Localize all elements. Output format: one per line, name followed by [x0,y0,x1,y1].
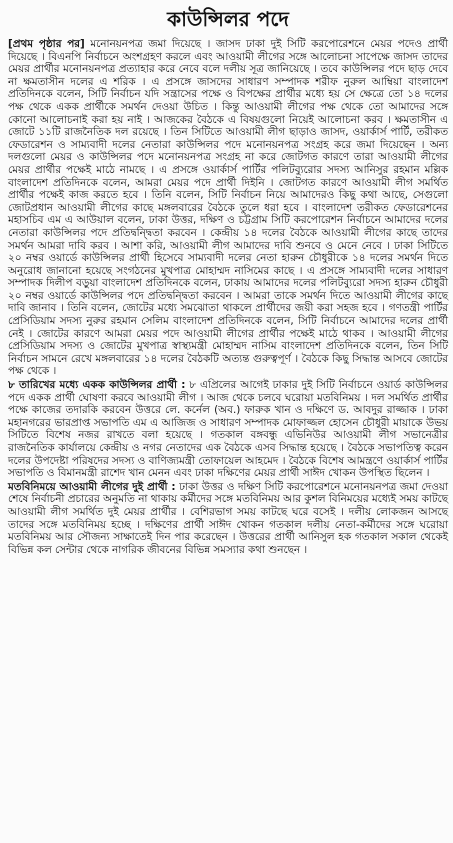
body-paragraph-continued [8,38,448,378]
subheading: ৮ তারিখের মধ্যে একক কাউন্সিলর প্রার্থী : [8,379,186,392]
body-paragraph-single-councilor [8,379,448,480]
subheading: মতবিনিময়ে আওয়ামী লীগের দুই প্রার্থী : [8,480,176,493]
paragraph-text: মনোনয়নপত্র জমা দিয়েছে । জাসদ ঢাকা দুই সিটি করপোরেশনে মেয়র পদেও প্রার্থী দিয়েছে । বিএনপি নির্বাচনে অংশগ্রহণ করলে এবং আওয়ামী লীগের সঙ্গে আলোচনা সাপেক্ষে জাসদ তাদের মেয়র প্রার্থীর মনোনয়নপত্র প্রত্যাহার করে নেবে বলে দলীয় সূত্র জানিয়েছে । তবে কাউন্সিলর পদে ছাড় দেবে না ক্ষমতাসীন দলের এ শরিক । এ প্রসঙ্গে জাসদের সাধারণ সম্পাদক শরীফ নুরুল আম্বিয়া বাংলাদেশ প্রতিদিনকে বলেন, সিটি নির্বাচন যদি সন্ত্রাসের পক্ষে ও বিপক্ষের প্রার্থীর মধ্যে হয় সে ক্ষেত্রে তো ১৪ দলের পক্ষ থেকে একক প্রার্থীকে সমর্থন দেওয়া উচিত । কিন্তু আওয়ামী লীগের পক্ষ থেকে তো আমাদের সঙ্গে কোনো আলোচনাই করা হয় নাই । আজকের বৈঠকে এ বিষয়গুলো নিয়েই আলোচনা করব । ক্ষমতাসীন এ জোটে ১১টি রাজনৈতিক দল রয়েছে । তিন সিটিতে আওয়ামী লীগ ছাড়াও জাসদ, ওয়ার্কার্স পার্টি, তরীকত ফেডারেশন ও সাম্যবাদী দলের নেতারা কাউন্সিলর পদে মনোনয়নপত্র সংগ্রহ করে জমা দিয়েছেন । অন্য দলগুলো মেয়র ও কাউন্সিলর পদে মনোনয়নপত্র সংগ্রহ না করে জোটগত কারণে তারা আওয়ামী লীগের মেয়র প্রার্থীর পক্ষেই মাঠে নামছে । এ প্রসঙ্গে ওয়ার্কার্স পার্টির পলিটব্যুরোর সদস্য আনিসুর রহমান মল্লিক বাংলাদেশ প্রতিদিনকে বলেন, আমরা মেয়র পদে প্রার্থী দিইনি । জোটগত কারণে আওয়ামী লীগ সমর্থিত প্রার্থীর পক্ষেই কাজ করতে হবে । তিনি বলেন, সিটি নির্বাচন নিয়ে আমাদেরও কিছু কথা আছে, সেগুলো জোটপ্রধান আওয়ামী লীগের কাছে মঙ্গলবারের বৈঠকে তুলে ধরা হবে । বাংলাদেশ তরীকত ফেডারেশনের মহাসচিব এম এ আউয়াল বলেন, ঢাকা উত্তর, দক্ষিণ ও চট্টগ্রাম সিটি করপোরেশন নির্বাচনে আমাদের দলের নেতারা কাউন্সিলর পদে প্রতিদ্বন্দ্বিতা করবেন । কেন্দ্রীয় ১৪ দলের বৈঠকে আওয়ামী লীগের কাছে তাদের সমর্থন আমরা দাবি করব । আশা করি, আওয়ামী লীগ আমাদের দাবি শুনবে ও মেনে নেবে । ঢাকা সিটিতে ২০ নম্বর ওয়ার্ডে কাউন্সিলর প্রার্থী হিসেবে সাম্যবাদী দলের নেতা হারুন চৌধুরীকে ১৪ দলের সমর্থন দিতে অনুরোধ জানানো হয়েছে সংগঠনের মুখপাত্র মোহাম্মদ নাসিমের কাছে । এ প্রসঙ্গে সাম্যবাদী দলের সাধারণ সম্পাদক দিলীপ বড়ুয়া বাংলাদেশ প্রতিদিনকে বলেন, ঢাকায় আমাদের দলের পলিটব্যুরো সদস্য হারুন চৌধুরী ২০ নম্বর ওয়ার্ডে কাউন্সিলর পদে প্রতিদ্বন্দ্বিতা করবেন । আমরা তাকে সমর্থন দিতে আওয়ামী লীগের কাছে দাবি জানাব । তিনি বলেন, জোটের মধ্যে সমঝোতা থাকলে প্রার্থীদের জয়ী করা সহজ হবে । গণতন্ত্রী পার্টির প্রেসিডিয়াম সদস্য নুরুর রহমান সেলিম বাংলাদেশ প্রতিদিনকে বলেন, সিটি নির্বাচনে আমাদের দলের প্রার্থী নেই । জোটের কারণে আমরা মেয়র পদে আওয়ামী লীগের প্রার্থীর পক্ষেই মাঠে থাকব । আওয়ামী লীগের প্রেসিডিয়াম সদস্য ও জোটের মুখপাত্র স্বাস্থ্যমন্ত্রী মোহাম্মদ নাসিম বাংলাদেশ প্রতিদিনকে বলেন, তিন সিটি নির্বাচন সামনে রেখে মঙ্গলবারের ১৪ দলের বৈঠকটি অত্যন্ত গুরুত্বপূর্ণ । বৈঠকে কিছু সিদ্ধান্ত আসবে জোটের পক্ষ থেকে । [8,38,448,378]
paragraph-text: ঢাকা উত্তর ও দক্ষিণ সিটি করপোরেশনে মনোনয়নপত্র জমা দেওয়া শেষে নির্বাচনী প্রচারের অনুমতি না থাকায় কর্মীদের সঙ্গে মতবিনিময় আর কুশল বিনিময়ের মধ্যেই সময় কাটছে আওয়ামী লীগ সমর্থিত দুই মেয়র প্রার্থীর । বেশিরভাগ সময় কাটছে ঘরে বসেই । দলীয় লোকজন আসছে তাদের সঙ্গে মতবিনিময় হচ্ছে । দক্ষিণের প্রার্থী সাঈদ খোকন গতকাল দলীয় নেতা-কর্মীদের সঙ্গে ঘরোয়া মতবিনিময় আর সৌজন্য সাক্ষাতেই দিন পার করেছেন । উত্তরের প্রার্থী আনিসুল হক গতকাল সকাল থেকেই বিভিন্ন কল সেন্টার থেকে নাগরিক জীবনের বিভিন্ন সমস্যার কথা শুনছেন । [8,480,448,556]
body-paragraph-two-candidates [8,481,448,557]
paragraph-text: ৮ এপ্রিলের আগেই ঢাকার দুই সিটি নির্বাচনে ওয়ার্ড কাউন্সিলর পদে একক প্রার্থী ঘোষণা করবে আওয়ামী লীগ । আজ থেকে চলবে ঘরোয়া মতবিনিময় । দল সমর্থিত প্রার্থীর পক্ষে কাজের তদারকি করবেন উত্তরে লে. কর্নেল (অব.) ফারুক খান ও দক্ষিণে ড. আবদুর রাজ্জাক । ঢাকা মহানগরের ভারপ্রাপ্ত সভাপতি এম এ আজিজ ও সাধারণ সম্পাদক মোফাজ্জল হোসেন চৌধুরী মায়াকে উভয় সিটিতে বিশেষ নজর রাখতে বলা হয়েছে । গতকাল বঙ্গবন্ধু এভিনিউর আওয়ামী লীগ সভানেত্রীর রাজনৈতিক কার্যালয়ে কেন্দ্রীয় ও নগর নেতাদের এক বৈঠকে এসব সিদ্ধান্ত হয়েছে । বৈঠকে সভাপতিত্ব করেন দলের উপদেষ্টা পরিষদের সদস্য ও বাণিজ্যমন্ত্রী তোফায়েল আহমেদ । বৈঠকে বিশেষ আমন্ত্রণে ওয়ার্কার্স পার্টির সভাপতি ও বিমানমন্ত্রী রাশেদ খান মেনন এবং ঢাকা দক্ষিণের মেয়র প্রার্থী সাঈদ খোকন উপস্থিত ছিলেন । [8,379,448,480]
continuation-marker: [প্রথম পৃষ্ঠার পর] [8,38,85,50]
headline: কাউন্সিলর পদে [167,7,289,31]
